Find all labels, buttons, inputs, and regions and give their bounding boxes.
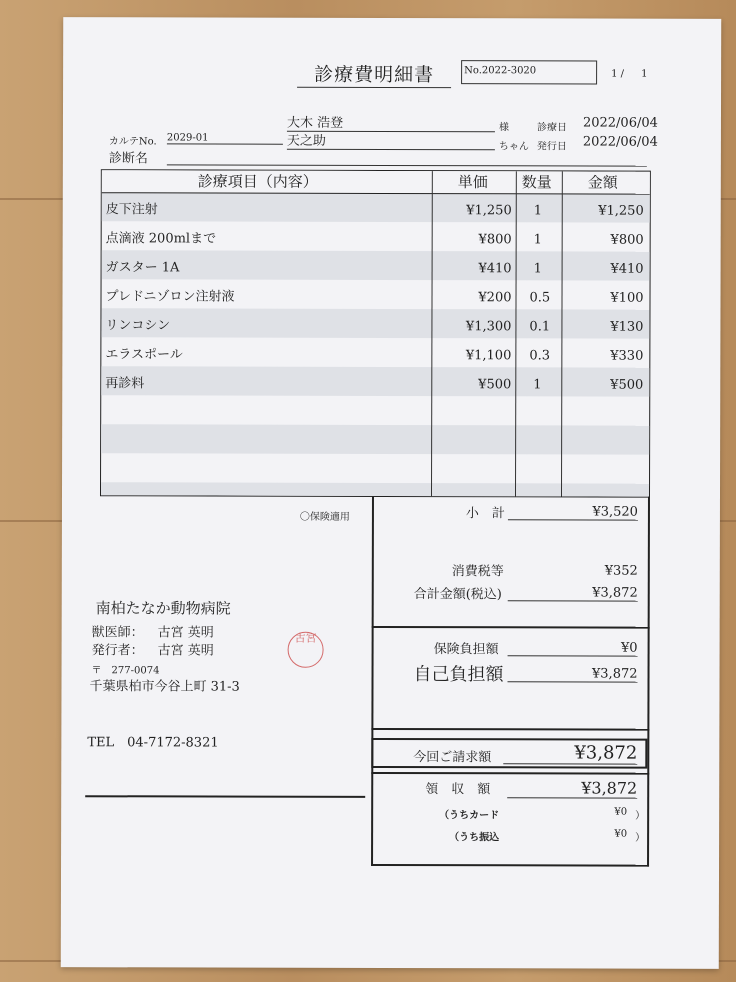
item-name: リンコシン (105, 318, 171, 334)
pet-name: 天之助 (287, 130, 495, 151)
tax-label: 消費税等 (451, 564, 504, 580)
document-number: No.2022-3020 (461, 60, 597, 84)
total-label: 合計金額(税込) (413, 587, 502, 603)
issue-date: 2022/06/04 (582, 134, 658, 150)
exam-date: 2022/06/04 (582, 115, 658, 131)
table-row (101, 395, 649, 425)
page-total: 1 (641, 68, 648, 80)
transfer-label: （うち振込 (449, 832, 500, 844)
chart-no-label: カルテNo. (108, 136, 157, 148)
seal-stamp: 古宮 (288, 632, 324, 668)
column-header-price: 単価 (457, 173, 488, 192)
section-divider (647, 497, 649, 867)
item-qty: 0.1 (529, 319, 551, 335)
item-price: ¥500 (478, 377, 512, 393)
chart-no: 2029-01 (167, 132, 283, 144)
table-row (101, 453, 649, 483)
tax-value: ¥352 (604, 563, 638, 579)
item-amount: ¥410 (610, 261, 644, 277)
received-label: 領 収 額 (425, 782, 491, 798)
item-price: ¥1,100 (465, 348, 512, 364)
item-qty: 0.3 (529, 348, 551, 364)
section-divider (371, 864, 649, 866)
signature-line (85, 795, 365, 797)
insurance-label: 保険負担額 (433, 642, 499, 658)
section-divider (372, 626, 650, 628)
subtotal-label: 小 計 (465, 506, 505, 522)
item-qty: 1 (533, 377, 542, 393)
section-divider (371, 728, 649, 730)
item-price: ¥1,250 (466, 203, 512, 219)
invoice-paper (61, 17, 721, 969)
billing-box (371, 738, 647, 769)
issuer-name: 古宮 英明 (157, 643, 214, 659)
transfer-value: ¥0 (614, 828, 628, 840)
item-name: 再診料 (105, 376, 145, 392)
self-pay-value: ¥3,872 (508, 666, 638, 682)
items-table (100, 169, 651, 497)
issue-date-label: 発行日 (536, 141, 567, 153)
item-qty: 1 (533, 232, 542, 248)
subtotal-value: ¥3,520 (508, 504, 638, 520)
column-header-amount: 金額 (587, 173, 618, 192)
table-header (102, 170, 650, 194)
item-amount: ¥130 (610, 319, 644, 335)
item-amount: ¥330 (610, 348, 644, 364)
item-amount: ¥100 (610, 290, 644, 306)
vet-label: 獣医師： (91, 625, 144, 641)
billing-label: 今回ご請求額 (413, 750, 492, 766)
clinic-address: 千葉県柏市今谷上町 31-3 (89, 679, 240, 695)
column-header-qty: 数量 (521, 173, 552, 192)
postal-code: 〒 277-0074 (91, 665, 160, 677)
exam-date-label: 診療日 (536, 122, 567, 134)
item-name: 皮下注射 (105, 202, 158, 218)
item-price: ¥410 (478, 261, 512, 277)
item-name: 点滴液 200mlまで (105, 231, 217, 247)
owner-name: 大木 浩登 (287, 112, 495, 133)
item-price: ¥200 (478, 290, 512, 306)
item-qty: 0.5 (529, 290, 551, 306)
section-divider (371, 496, 373, 866)
document-title: 診療費明細書 (297, 60, 451, 88)
received-value: ¥3,872 (507, 778, 637, 798)
diagnosis-line (167, 163, 647, 166)
self-pay-label: 自己負担額 (413, 664, 504, 686)
column-header-item: 診療項目（内容） (197, 172, 318, 191)
item-name: ガスター 1A (105, 260, 180, 276)
card-label: （うちカード (439, 810, 500, 822)
card-value: ¥0 (614, 806, 628, 818)
clinic-name: 南柏たなか動物病院 (95, 599, 231, 618)
item-price: ¥800 (478, 232, 512, 248)
item-name: エラスポール (105, 347, 183, 363)
item-price: ¥1,300 (465, 319, 512, 335)
vet-name: 古宮 英明 (157, 625, 214, 641)
total-value: ¥3,872 (508, 585, 638, 601)
clinic-tel: TEL 04-7172-8321 (87, 735, 219, 751)
item-amount: ¥500 (610, 377, 644, 393)
item-amount: ¥1,250 (598, 203, 644, 219)
transfer-close: ） (635, 832, 646, 844)
issuer-label: 発行者： (91, 643, 144, 659)
item-qty: 1 (533, 203, 543, 219)
table-row (101, 482, 649, 496)
section-divider (371, 772, 649, 774)
table-row (101, 424, 649, 454)
owner-suffix: 様 (498, 122, 509, 134)
insurance-note: 〇保険適用 (299, 511, 350, 523)
item-qty: 1 (533, 261, 542, 277)
item-amount: ¥800 (610, 232, 644, 248)
diagnosis-label: 診断名 (108, 151, 148, 167)
pet-suffix: ちゃん (498, 141, 529, 153)
insurance-value: ¥0 (508, 640, 638, 656)
page-indicator: 1 / (611, 68, 625, 80)
billing-value: ¥3,872 (503, 742, 637, 764)
card-close: ） (635, 810, 646, 822)
item-name: プレドニゾロン注射液 (105, 289, 235, 305)
